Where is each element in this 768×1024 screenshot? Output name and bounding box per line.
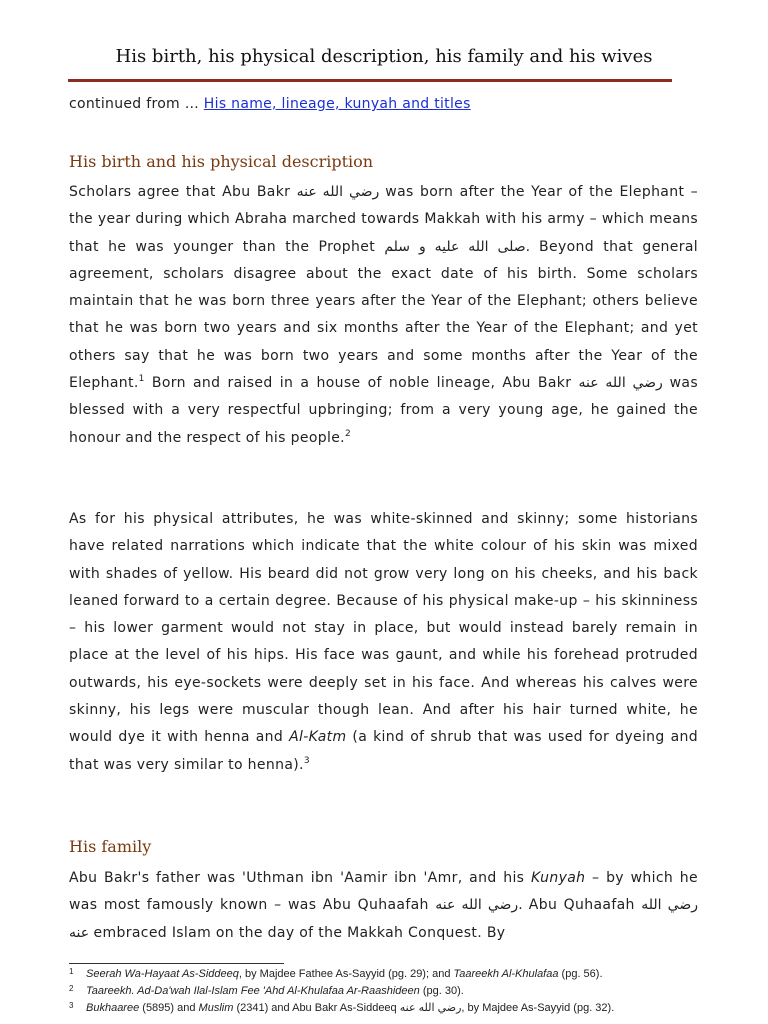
italic-term: Al-Katm	[289, 729, 347, 746]
previous-chapter-link[interactable]: His name, lineage, kunyah and titles	[203, 96, 471, 112]
footnote-number: 3	[69, 1001, 74, 1010]
paragraph-text: Abu Bakr's father was 'Uthman ibn 'Aamir ibn 'Amr, and his	[69, 870, 531, 886]
paragraph-text: As for his physical attributes, he was white-skinned and skinny; some historians have related narrations which indicate that the white colour of his skin was mixed with shades of yellow. His beard did not grow very long on his cheeks, and his back leaned forward to a certain degree. Because of his physical make-up – his skinniness – his lower garment would not stay in place, but would instead barely remain in place at the level of his hips. His face was gaunt, and while his forehead protruded outwards, his eye-sockets were deeply set in his face. And whereas his calves were skinny, his legs were muscular though lean. And after his hair turned white, he would dye it with henna and	[69, 511, 698, 746]
footnote-italic: Muslim	[198, 1002, 234, 1014]
footnote-number: 1	[69, 967, 74, 976]
paragraph-text: Born and raised in a house of noble lineage, Abu Bakr رضي الله عنه was blessed with a very respectful upbringing; from a very young age, he gained the honour and the respect of his people.	[69, 375, 698, 446]
footnote-text: (5895) and	[139, 1002, 199, 1014]
footnote-ref-1[interactable]: 1	[138, 374, 145, 385]
footnote-text: (pg. 56).	[558, 968, 603, 980]
footnote-text: (pg. 30).	[419, 985, 464, 997]
footnote-number: 2	[69, 984, 74, 993]
section-heading-family: His family	[69, 837, 152, 856]
paragraph-text: Scholars agree that Abu Bakr رضي الله عنه was born after the Year of the Elephant – the year during which Abraha marched towards Makkah with his army – which means that he was younger than the Prophet صلى الله عليه و سلم. Beyond that general agreement, scholars disagree about the exact date of his birth. Some scholars maintain that he was born three years after the Year of the Elephant; others believe that he was born two years and six months after the Year of the Elephant; and yet others say that he was born two years and some months after the Year of the Elephant.	[69, 184, 698, 392]
section-heading-birth: His birth and his physical description	[69, 152, 374, 171]
paragraph-text: (a kind of shrub that was used for dyeing and that was very similar to henna).	[69, 729, 698, 773]
continued-prefix: continued from …	[69, 96, 204, 112]
paragraph-family	[69, 865, 698, 947]
footnote-2	[69, 984, 464, 997]
paragraph-text: – by which he was most famously known – was Abu Quhaafah رضي الله عنه. Abu Quhaafah رضي الله عنه embraced Islam on the day of the Makkah Conquest. By	[69, 870, 698, 941]
title-divider	[68, 79, 672, 82]
footnote-1	[69, 967, 603, 980]
footnote-ref-2[interactable]: 2	[344, 428, 352, 439]
footnote-italic: Taareekh. Ad-Da'wah Ilal-Islam Fee 'Ahd Al-Khulafaa Ar-Raashideen	[86, 985, 420, 997]
page-title: His birth, his physical description, his family and his wives	[115, 46, 653, 67]
footnote-divider	[69, 963, 284, 964]
paragraph-birth	[69, 179, 698, 452]
footnote-ref-3[interactable]: 3	[303, 755, 310, 766]
footnote-text: (2341) and Abu Bakr As-Siddeeq رضي الله عنه, by Majdee As-Sayyid (pg. 32).	[233, 1002, 615, 1014]
continued-line	[69, 96, 471, 112]
italic-term: Kunyah	[531, 870, 586, 886]
footnote-italic: Taareekh Al-Khulafaa	[453, 968, 559, 980]
paragraph-physical	[69, 506, 698, 779]
footnote-3	[69, 1001, 614, 1014]
footnote-text: , by Majdee Fathee As-Sayyid (pg. 29); and	[238, 968, 454, 980]
footnote-italic: Seerah Wa-Hayaat As-Siddeeq	[86, 968, 239, 980]
footnote-italic: Bukhaaree	[86, 1002, 140, 1014]
